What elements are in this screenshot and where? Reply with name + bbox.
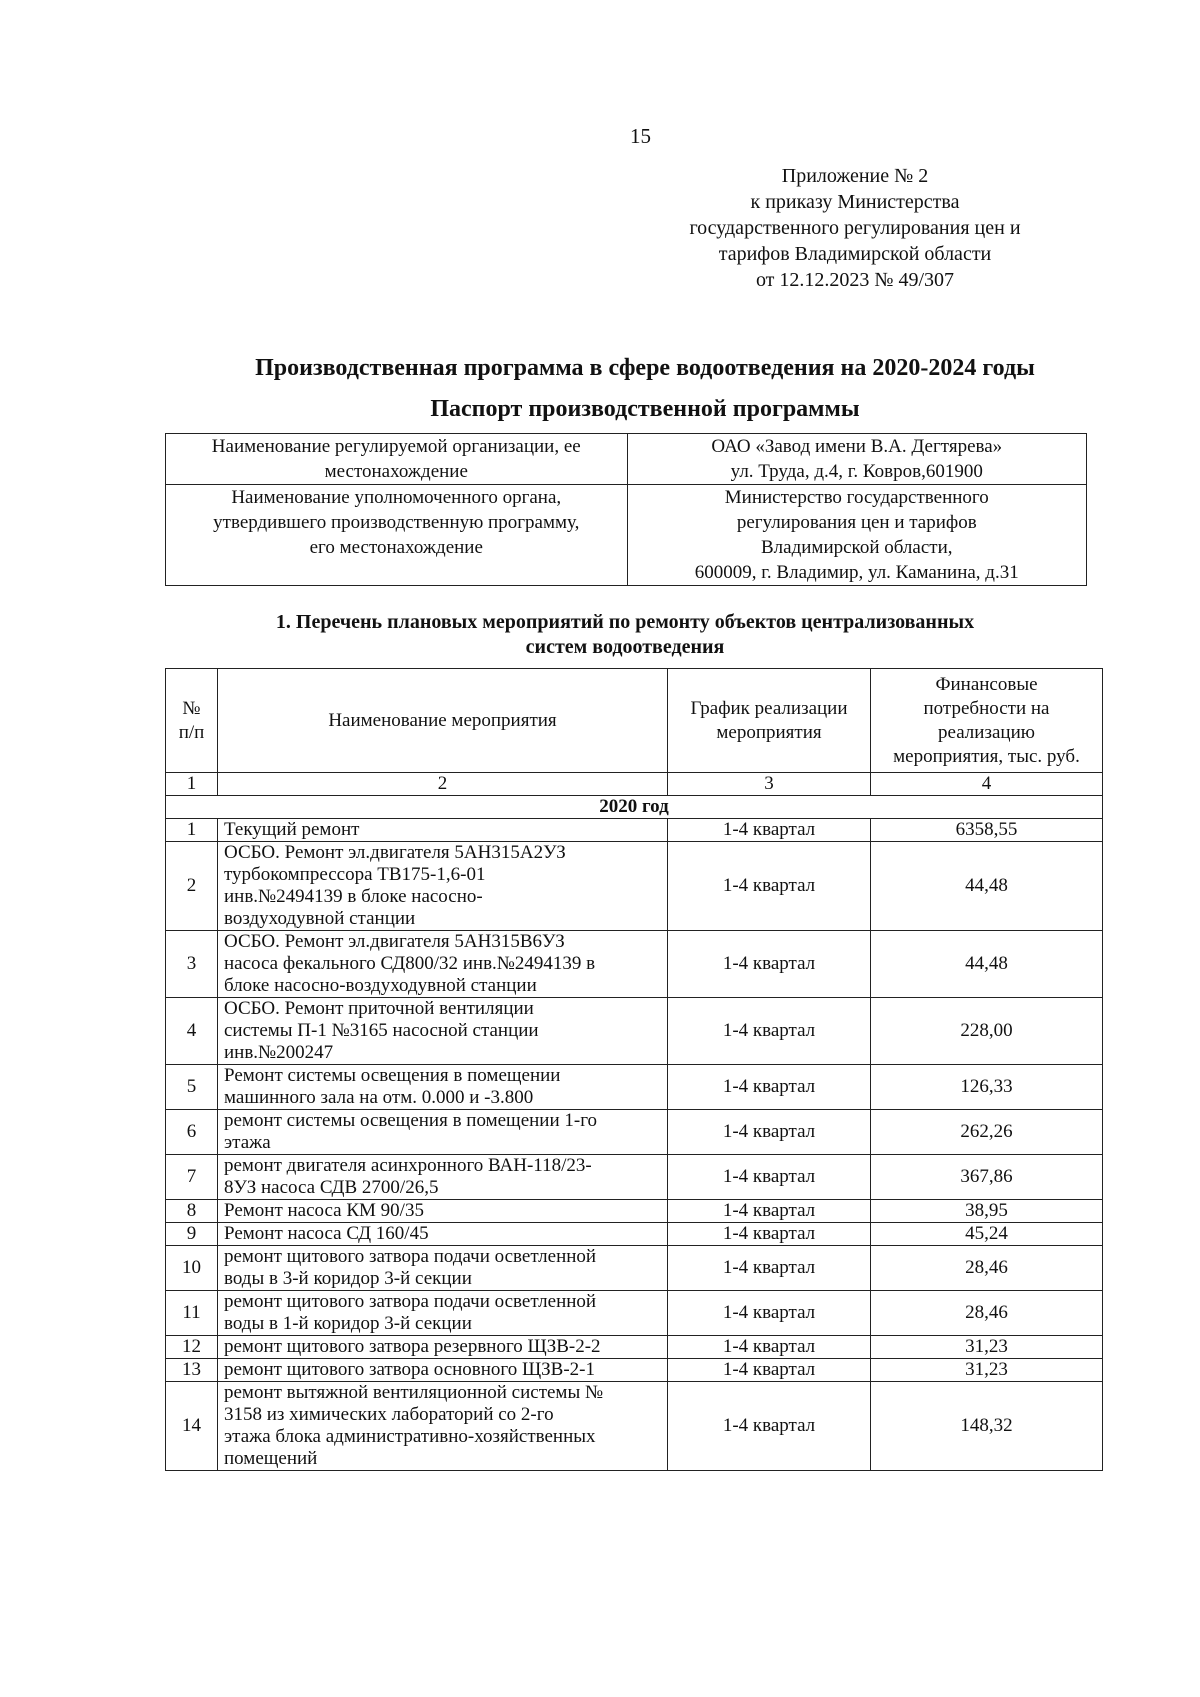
row-name-line: системы П-1 №3165 насосной станции bbox=[224, 1020, 539, 1041]
column-index-row bbox=[166, 773, 1103, 796]
measures-table bbox=[165, 668, 1103, 1471]
table-row bbox=[166, 1291, 1103, 1336]
row-number: 10 bbox=[166, 1246, 218, 1291]
column-index-cell: 3 bbox=[668, 773, 871, 796]
row-number: 13 bbox=[166, 1359, 218, 1382]
header-num-line: № bbox=[182, 697, 201, 719]
passport-label-line: местонахождение bbox=[324, 461, 468, 482]
passport-value-cell bbox=[627, 434, 1087, 485]
passport-label-line: Наименование регулируемой организации, ее bbox=[211, 436, 581, 457]
row-cost: 262,26 bbox=[871, 1110, 1103, 1155]
row-number: 3 bbox=[166, 931, 218, 998]
row-name-line: этажа bbox=[224, 1132, 271, 1153]
section-title bbox=[160, 610, 1090, 660]
header-num bbox=[166, 669, 218, 773]
row-schedule: 1-4 квартал bbox=[668, 1336, 871, 1359]
row-cost: 28,46 bbox=[871, 1246, 1103, 1291]
passport-row-authority bbox=[166, 485, 1087, 586]
row-cost: 148,32 bbox=[871, 1382, 1103, 1471]
header-name: Наименование мероприятия bbox=[218, 669, 668, 773]
table-header-row bbox=[166, 669, 1103, 773]
table-row bbox=[166, 819, 1103, 842]
appendix-block bbox=[640, 163, 1070, 293]
passport-label-line: Наименование уполномоченного органа, bbox=[231, 487, 562, 508]
row-schedule: 1-4 квартал bbox=[668, 1223, 871, 1246]
row-schedule: 1-4 квартал bbox=[668, 819, 871, 842]
row-schedule: 1-4 квартал bbox=[668, 1110, 871, 1155]
row-cost: 44,48 bbox=[871, 842, 1103, 931]
row-name-line: помещений bbox=[224, 1448, 318, 1469]
row-name bbox=[218, 1382, 668, 1471]
column-index-cell: 2 bbox=[218, 773, 668, 796]
row-name-line: инв.№200247 bbox=[224, 1042, 334, 1063]
year-label: 2020 год bbox=[166, 796, 1103, 819]
row-number: 9 bbox=[166, 1223, 218, 1246]
table-row bbox=[166, 1359, 1103, 1382]
row-name-line: воды в 1-й коридор 3-й секции bbox=[224, 1313, 472, 1334]
table-row bbox=[166, 1336, 1103, 1359]
row-cost: 228,00 bbox=[871, 998, 1103, 1065]
header-cost bbox=[871, 669, 1103, 773]
appendix-line: тарифов Владимирской области bbox=[718, 243, 992, 265]
table-row bbox=[166, 1246, 1103, 1291]
appendix-line: государственного регулирования цен и bbox=[689, 217, 1021, 239]
row-name-line: ОСБО. Ремонт эл.двигателя 5АН315А2УЗ bbox=[224, 842, 566, 863]
passport-label-cell bbox=[166, 434, 628, 485]
row-schedule: 1-4 квартал bbox=[668, 931, 871, 998]
row-name-line: ремонт щитового затвора резервного ЩЗВ-2-2 bbox=[224, 1336, 601, 1357]
header-schedule-line: мероприятия bbox=[716, 721, 822, 743]
row-number: 12 bbox=[166, 1336, 218, 1359]
row-number: 6 bbox=[166, 1110, 218, 1155]
appendix-line: от 12.12.2023 № 49/307 bbox=[755, 269, 955, 291]
row-name-line: 3158 из химических лабораторий со 2-го bbox=[224, 1404, 554, 1425]
row-name-line: ремонт щитового затвора подачи осветленной bbox=[224, 1246, 597, 1267]
table-row bbox=[166, 1065, 1103, 1110]
row-name bbox=[218, 1155, 668, 1200]
table-row bbox=[166, 1200, 1103, 1223]
row-number: 1 bbox=[166, 819, 218, 842]
section-title-line: 1. Перечень плановых мероприятий по ремонту объектов централизованных bbox=[275, 611, 975, 633]
row-name bbox=[218, 1359, 668, 1382]
row-name-line: ремонт щитового затвора основного ЩЗВ-2-1 bbox=[224, 1359, 596, 1380]
row-number: 7 bbox=[166, 1155, 218, 1200]
passport-label-cell bbox=[166, 485, 628, 586]
row-name bbox=[218, 819, 668, 842]
row-name-line: ремонт щитового затвора подачи осветленной bbox=[224, 1291, 597, 1312]
row-schedule: 1-4 квартал bbox=[668, 1382, 871, 1471]
table-row bbox=[166, 1382, 1103, 1471]
row-number: 2 bbox=[166, 842, 218, 931]
row-name bbox=[218, 842, 668, 931]
year-row bbox=[166, 796, 1103, 819]
row-name bbox=[218, 1110, 668, 1155]
row-name bbox=[218, 1336, 668, 1359]
row-schedule: 1-4 квартал bbox=[668, 1155, 871, 1200]
row-cost: 38,95 bbox=[871, 1200, 1103, 1223]
row-cost: 44,48 bbox=[871, 931, 1103, 998]
row-cost: 126,33 bbox=[871, 1065, 1103, 1110]
passport-value-line: регулирования цен и тарифов bbox=[736, 512, 977, 533]
row-name bbox=[218, 1223, 668, 1246]
row-schedule: 1-4 квартал bbox=[668, 1200, 871, 1223]
header-schedule bbox=[668, 669, 871, 773]
row-schedule: 1-4 квартал bbox=[668, 1246, 871, 1291]
row-name-line: ремонт двигателя асинхронного ВАН-118/23- bbox=[224, 1155, 592, 1176]
row-number: 5 bbox=[166, 1065, 218, 1110]
passport-value-line: Министерство государственного bbox=[724, 487, 989, 508]
passport-value-line: 600009, г. Владимир, ул. Каманина, д.31 bbox=[694, 562, 1019, 583]
passport-row-organization bbox=[166, 434, 1087, 485]
row-name-line: турбокомпрессора ТВ175-1,6-01 bbox=[224, 864, 486, 885]
row-name bbox=[218, 1291, 668, 1336]
header-cost-line: Финансовые bbox=[935, 673, 1038, 695]
header-cost-line: мероприятия, тыс. руб. bbox=[893, 745, 1080, 767]
row-name bbox=[218, 998, 668, 1065]
passport-label-line: утвердившего производственную программу, bbox=[213, 512, 580, 533]
passport-value-cell bbox=[627, 485, 1087, 586]
row-name-line: ремонт вытяжной вентиляционной системы № bbox=[224, 1382, 604, 1403]
row-name-line: насоса фекального СД800/32 инв.№2494139 в bbox=[224, 953, 596, 974]
table-row bbox=[166, 1110, 1103, 1155]
appendix-line: Приложение № 2 bbox=[781, 165, 929, 187]
appendix-line: к приказу Министерства bbox=[750, 191, 960, 213]
passport-title: Паспорт производственной программы bbox=[430, 396, 860, 422]
row-number: 14 bbox=[166, 1382, 218, 1471]
row-cost: 6358,55 bbox=[871, 819, 1103, 842]
passport-table bbox=[165, 433, 1087, 586]
table-row bbox=[166, 931, 1103, 998]
header-schedule-line: График реализации bbox=[690, 697, 848, 719]
row-name-line: машинного зала на отм. 0.000 и -3.800 bbox=[224, 1087, 534, 1108]
row-name-line: этажа блока административно-хозяйственных bbox=[224, 1426, 596, 1447]
row-name-line: воздуходувной станции bbox=[224, 908, 416, 929]
row-schedule: 1-4 квартал bbox=[668, 1065, 871, 1110]
row-number: 4 bbox=[166, 998, 218, 1065]
table-row bbox=[166, 1223, 1103, 1246]
header-num-line: п/п bbox=[178, 721, 205, 743]
header-cost-line: реализацию bbox=[938, 721, 1035, 743]
header-cost-line: потребности на bbox=[923, 697, 1050, 719]
row-cost: 45,24 bbox=[871, 1223, 1103, 1246]
row-name bbox=[218, 1065, 668, 1110]
section-title-line: систем водоотведения bbox=[525, 636, 725, 658]
passport-value-line: Владимирской области, bbox=[761, 537, 953, 558]
row-name-line: 8УЗ насоса СДВ 2700/26,5 bbox=[224, 1177, 439, 1198]
row-name-line: блоке насосно-воздуходувной станции bbox=[224, 975, 537, 996]
row-schedule: 1-4 квартал bbox=[668, 1291, 871, 1336]
column-index-cell: 4 bbox=[871, 773, 1103, 796]
table-row bbox=[166, 1155, 1103, 1200]
table-row bbox=[166, 998, 1103, 1065]
page-number: 15 bbox=[630, 124, 651, 148]
measures-body bbox=[166, 773, 1103, 1471]
row-name bbox=[218, 931, 668, 998]
row-cost: 28,46 bbox=[871, 1291, 1103, 1336]
document-title: Производственная программа в сфере водоотведения на 2020-2024 годы bbox=[255, 355, 1035, 381]
row-name-line: ремонт системы освещения в помещении 1-го bbox=[224, 1110, 598, 1131]
row-name-line: воды в 3-й коридор 3-й секции bbox=[224, 1268, 472, 1289]
row-cost: 31,23 bbox=[871, 1359, 1103, 1382]
row-name-line: Ремонт насоса СД 160/45 bbox=[224, 1223, 429, 1244]
row-number: 8 bbox=[166, 1200, 218, 1223]
row-name-line: ОСБО. Ремонт приточной вентиляции bbox=[224, 998, 534, 1019]
row-name-line: Текущий ремонт bbox=[224, 819, 360, 840]
row-name bbox=[218, 1200, 668, 1223]
row-cost: 31,23 bbox=[871, 1336, 1103, 1359]
row-name bbox=[218, 1246, 668, 1291]
row-name-line: Ремонт системы освещения в помещении bbox=[224, 1065, 561, 1086]
row-name-line: инв.№2494139 в блоке насосно- bbox=[224, 886, 483, 907]
column-index-cell: 1 bbox=[166, 773, 218, 796]
row-name-line: ОСБО. Ремонт эл.двигателя 5АН315В6УЗ bbox=[224, 931, 565, 952]
row-number: 11 bbox=[166, 1291, 218, 1336]
passport-value-line: ОАО «Завод имени В.А. Дегтярева» bbox=[711, 436, 1003, 457]
passport-label-line: его местонахождение bbox=[309, 537, 483, 558]
row-schedule: 1-4 квартал bbox=[668, 1359, 871, 1382]
row-cost: 367,86 bbox=[871, 1155, 1103, 1200]
table-row bbox=[166, 842, 1103, 931]
row-name-line: Ремонт насоса КМ 90/35 bbox=[224, 1200, 424, 1221]
passport-value-line: ул. Труда, д.4, г. Ковров,601900 bbox=[730, 461, 983, 482]
row-schedule: 1-4 квартал bbox=[668, 842, 871, 931]
row-schedule: 1-4 квартал bbox=[668, 998, 871, 1065]
